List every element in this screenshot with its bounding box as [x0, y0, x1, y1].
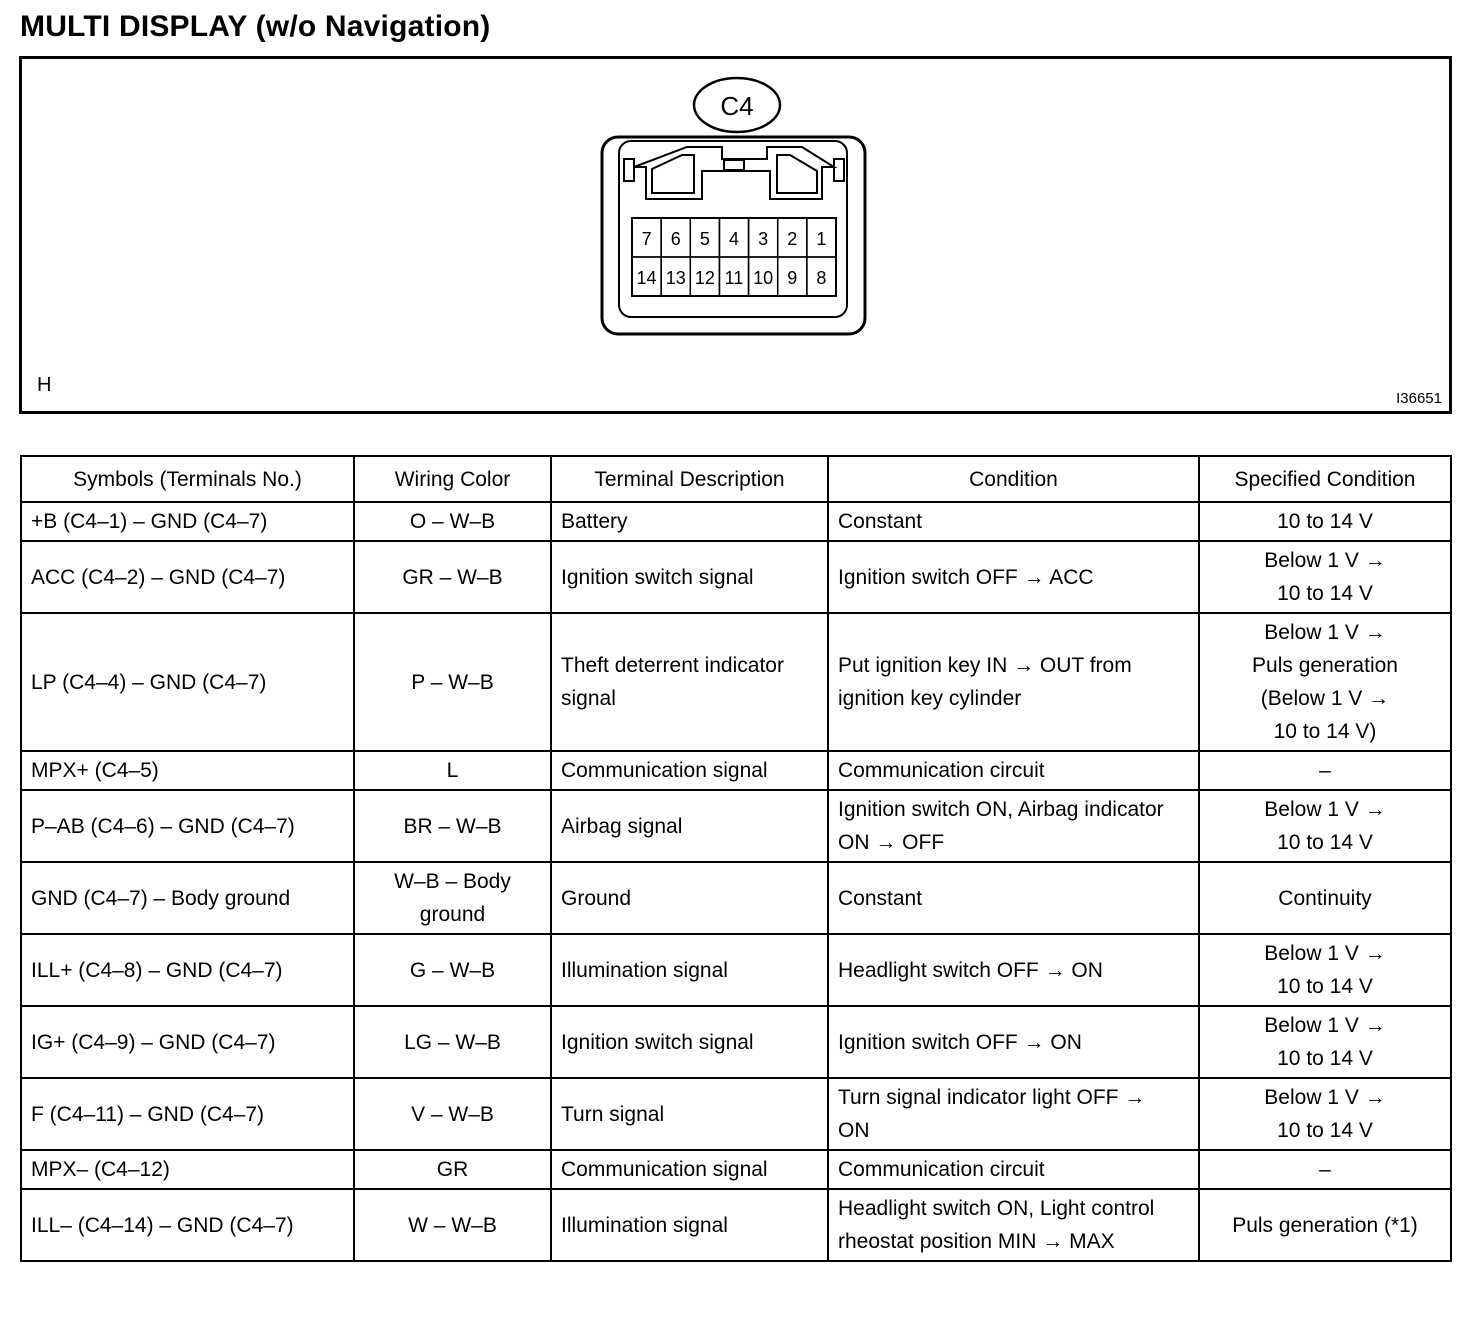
- pin-number: 6: [670, 229, 681, 249]
- cell-wiring-color: O – W–B: [354, 502, 551, 541]
- cell-symbol: +B (C4–1) – GND (C4–7): [21, 502, 354, 541]
- cell-terminal-description: Ground: [551, 862, 828, 934]
- cell-wiring-color: BR – W–B: [354, 790, 551, 862]
- cell-specified-condition: Puls generation (*1): [1199, 1189, 1451, 1261]
- cell-condition: Constant: [828, 862, 1199, 934]
- cell-wiring-color: GR: [354, 1150, 551, 1189]
- cell-specified-condition: Continuity: [1199, 862, 1451, 934]
- table-row: [21, 751, 1451, 790]
- cell-wiring-color: GR – W–B: [354, 541, 551, 613]
- cell-terminal-description: Illumination signal: [551, 934, 828, 1006]
- cell-condition: Ignition switch OFF → ON: [828, 1006, 1199, 1078]
- cell-terminal-description: Theft deterrent indicator signal: [551, 613, 828, 751]
- table-row: [21, 1189, 1451, 1261]
- side-latch-right: [834, 159, 844, 181]
- cell-specified-condition: –: [1199, 751, 1451, 790]
- table-row: [21, 613, 1451, 751]
- cell-wiring-color: L: [354, 751, 551, 790]
- table-body: [21, 502, 1451, 1261]
- table-row: [21, 862, 1451, 934]
- cell-condition: Turn signal indicator light OFF → ON: [828, 1078, 1199, 1150]
- cell-condition: Ignition switch ON, Airbag indicator ON → OFF: [828, 790, 1199, 862]
- terminal-spec-table: [20, 455, 1452, 1262]
- cell-specified-condition: –: [1199, 1150, 1451, 1189]
- cell-symbol: IG+ (C4–9) – GND (C4–7): [21, 1006, 354, 1078]
- cell-condition: Headlight switch OFF → ON: [828, 934, 1199, 1006]
- cell-terminal-description: Illumination signal: [551, 1189, 828, 1261]
- figure-corner-code: H: [37, 374, 52, 396]
- cell-wiring-color: G – W–B: [354, 934, 551, 1006]
- cell-terminal-description: Battery: [551, 502, 828, 541]
- pin-number: 3: [758, 229, 769, 249]
- cell-specified-condition: Below 1 V → 10 to 14 V: [1199, 790, 1451, 862]
- pin-number: 10: [753, 268, 774, 288]
- table-row: [21, 1006, 1451, 1078]
- cell-condition: Headlight switch ON, Light control rheostat position MIN → MAX: [828, 1189, 1199, 1261]
- cell-symbol: ILL– (C4–14) – GND (C4–7): [21, 1189, 354, 1261]
- cell-condition: Ignition switch OFF → ACC: [828, 541, 1199, 613]
- pin-number: 5: [699, 229, 710, 249]
- cell-specified-condition: 10 to 14 V: [1199, 502, 1451, 541]
- pin-number: 4: [728, 229, 740, 249]
- table-row: [21, 502, 1451, 541]
- pin-number: 12: [694, 268, 715, 288]
- cell-specified-condition: Below 1 V → 10 to 14 V: [1199, 1006, 1451, 1078]
- cell-symbol: MPX+ (C4–5): [21, 751, 354, 790]
- cell-terminal-description: Ignition switch signal: [551, 1006, 828, 1078]
- cell-wiring-color: V – W–B: [354, 1078, 551, 1150]
- header-specified-condition: Specified Condition: [1199, 456, 1451, 502]
- table-row: [21, 1150, 1451, 1189]
- table-header-row: [21, 456, 1451, 502]
- pin-number: 11: [724, 268, 744, 288]
- header-symbols: Symbols (Terminals No.): [21, 456, 354, 502]
- cell-terminal-description: Ignition switch signal: [551, 541, 828, 613]
- cell-condition: Constant: [828, 502, 1199, 541]
- table-row: [21, 934, 1451, 1006]
- cell-specified-condition: Below 1 V → 10 to 14 V: [1199, 541, 1451, 613]
- page-title: MULTI DISPLAY (w/o Navigation): [20, 10, 491, 43]
- connector-figure: [19, 56, 1452, 414]
- connector-label: C4: [720, 91, 754, 121]
- pin-number: 13: [665, 268, 686, 288]
- table-row: [21, 541, 1451, 613]
- pin-number: 8: [816, 268, 827, 288]
- cell-condition: Communication circuit: [828, 1150, 1199, 1189]
- side-latch-left: [624, 159, 634, 181]
- lock-tab: [724, 160, 744, 170]
- cell-wiring-color: W–B – Body ground: [354, 862, 551, 934]
- cell-terminal-description: Airbag signal: [551, 790, 828, 862]
- cell-condition: Put ignition key IN → OUT from ignition key cylinder: [828, 613, 1199, 751]
- cell-wiring-color: P – W–B: [354, 613, 551, 751]
- figure-id: I36651: [1396, 390, 1442, 407]
- header-wiring-color: Wiring Color: [354, 456, 551, 502]
- table-row: [21, 1078, 1451, 1150]
- cell-terminal-description: Communication signal: [551, 751, 828, 790]
- pin-number: 2: [787, 229, 798, 249]
- table-row: [21, 790, 1451, 862]
- pin-number: 9: [787, 268, 798, 288]
- cell-symbol: MPX– (C4–12): [21, 1150, 354, 1189]
- cell-wiring-color: LG – W–B: [354, 1006, 551, 1078]
- header-terminal-description: Terminal Description: [551, 456, 828, 502]
- cell-symbol: GND (C4–7) – Body ground: [21, 862, 354, 934]
- cell-specified-condition: Below 1 V → Puls generation (Below 1 V → 10 to 14 V): [1199, 613, 1451, 751]
- header-condition: Condition: [828, 456, 1199, 502]
- pin-number: 7: [641, 229, 652, 249]
- cell-specified-condition: Below 1 V → 10 to 14 V: [1199, 1078, 1451, 1150]
- cell-terminal-description: Communication signal: [551, 1150, 828, 1189]
- cell-condition: Communication circuit: [828, 751, 1199, 790]
- pin-number: 14: [636, 268, 657, 288]
- cell-specified-condition: Below 1 V → 10 to 14 V: [1199, 934, 1451, 1006]
- cell-symbol: P–AB (C4–6) – GND (C4–7): [21, 790, 354, 862]
- cell-symbol: ILL+ (C4–8) – GND (C4–7): [21, 934, 354, 1006]
- cell-wiring-color: W – W–B: [354, 1189, 551, 1261]
- connector-diagram: [22, 59, 1449, 411]
- pin-number: 1: [816, 229, 827, 249]
- cell-symbol: LP (C4–4) – GND (C4–7): [21, 613, 354, 751]
- cell-symbol: ACC (C4–2) – GND (C4–7): [21, 541, 354, 613]
- cell-symbol: F (C4–11) – GND (C4–7): [21, 1078, 354, 1150]
- cell-terminal-description: Turn signal: [551, 1078, 828, 1150]
